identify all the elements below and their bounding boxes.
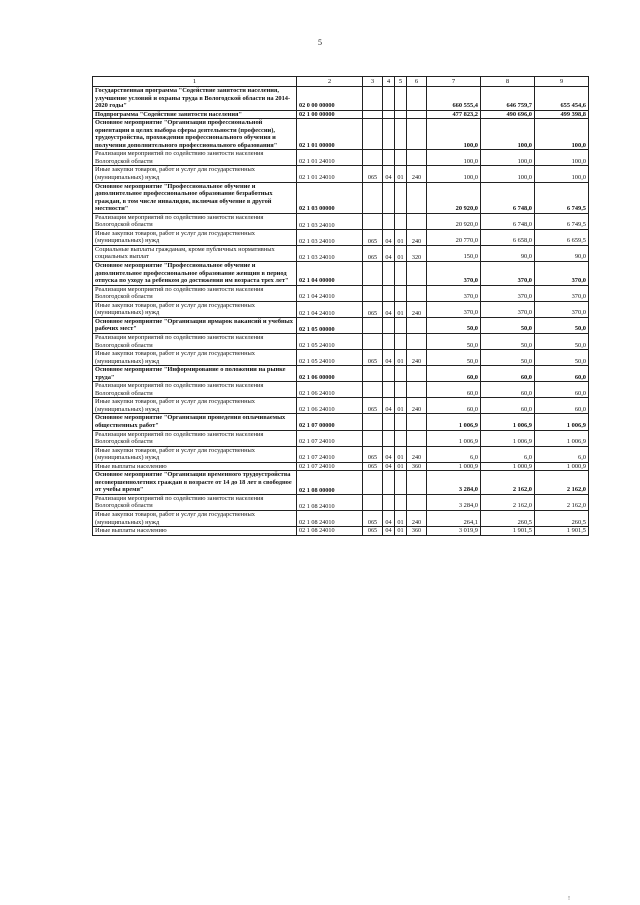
row-name-cell: Государственная программа "Содействие занятости населения, улучшение условий и охраны труда в Вологодской области на 2014-2020 годы" [93,87,297,111]
row-value-col9: 370,0 [535,285,589,301]
row-admin-cell: 065 [363,446,383,462]
header-cell: 1 [93,77,297,87]
row-admin-cell: 065 [363,245,383,261]
row-value-col9: 6 749,5 [535,213,589,229]
table-row [93,471,589,495]
row-value-col9: 100,0 [535,119,589,150]
row-admin-cell: 065 [363,301,383,317]
row-expense-type-cell [407,382,427,398]
row-subsection-cell [395,119,407,150]
row-value-col9: 90,0 [535,245,589,261]
row-value-col9: 50,0 [535,317,589,333]
row-expense-type-cell: 240 [407,301,427,317]
row-value-col8: 60,0 [481,398,535,414]
row-admin-cell [363,430,383,446]
row-value-col8: 1 006,9 [481,414,535,430]
row-name-cell: Иные закупки товаров, работ и услуг для государственных (муниципальных) нужд [93,229,297,245]
row-section-cell: 04 [383,527,395,536]
row-section-cell [383,494,395,510]
row-value-col7: 20 920,0 [427,182,481,213]
row-name-cell: Основное мероприятие "Профессиональное обучение и дополнительное профессиональное образование безработных граждан, в том числе инвалидов, включая обучение в другой местности" [93,182,297,213]
row-value-col9: 6 749,5 [535,182,589,213]
row-section-cell [383,333,395,349]
row-value-col8: 50,0 [481,317,535,333]
row-subsection-cell [395,333,407,349]
header-cell: 8 [481,77,535,87]
row-value-col9: 1 901,5 [535,527,589,536]
row-subsection-cell: 01 [395,462,407,471]
row-expense-type-cell [407,430,427,446]
row-section-cell: 04 [383,510,395,526]
table-row [93,110,589,119]
row-value-col8: 50,0 [481,333,535,349]
row-value-col8: 100,0 [481,119,535,150]
table-row [93,213,589,229]
row-expense-type-cell [407,87,427,111]
row-code-cell: 02 1 01 24010 [297,166,363,182]
row-subsection-cell [395,430,407,446]
row-name-cell: Иные закупки товаров, работ и услуг для государственных (муниципальных) нужд [93,301,297,317]
row-value-col8: 370,0 [481,301,535,317]
row-code-cell: 02 1 06 24010 [297,398,363,414]
row-subsection-cell: 01 [395,510,407,526]
row-name-cell: Реализация мероприятий по содействию занятости населения Вологодской области [93,382,297,398]
row-name-cell: Основное мероприятие "Организация ярмарок вакансий и учебных рабочих мест" [93,317,297,333]
row-name-cell: Основное мероприятие "Профессиональное обучение и дополнительное профессиональное образование женщин в период отпуска по уходу за ребенком до достижения им возраста трех лет" [93,262,297,286]
row-subsection-cell [395,382,407,398]
row-expense-type-cell [407,366,427,382]
row-section-cell: 04 [383,245,395,261]
row-code-cell: 02 1 01 24010 [297,150,363,166]
row-value-col9: 100,0 [535,150,589,166]
row-section-cell [383,285,395,301]
row-admin-cell [363,414,383,430]
row-value-col7: 370,0 [427,301,481,317]
row-value-col7: 370,0 [427,285,481,301]
row-value-col9: 370,0 [535,262,589,286]
row-expense-type-cell [407,494,427,510]
row-admin-cell [363,119,383,150]
row-name-cell: Основное мероприятие "Организация временного трудоустройства несовершеннолетних граждан в возрасте от 14 до 18 лет в свободное от учебы время" [93,471,297,495]
row-value-col7: 100,0 [427,166,481,182]
row-expense-type-cell [407,471,427,495]
row-admin-cell [363,110,383,119]
row-admin-cell: 065 [363,398,383,414]
row-admin-cell: 065 [363,527,383,536]
row-subsection-cell [395,87,407,111]
row-code-cell: 02 1 07 24010 [297,462,363,471]
row-value-col7: 660 555,4 [427,87,481,111]
header-row [93,77,589,87]
row-code-cell: 02 1 04 00000 [297,262,363,286]
header-cell: 4 [383,77,395,87]
header-cell: 3 [363,77,383,87]
row-value-col9: 655 454,6 [535,87,589,111]
row-value-col8: 646 759,7 [481,87,535,111]
row-admin-cell [363,213,383,229]
table-row [93,229,589,245]
row-section-cell [383,110,395,119]
row-code-cell: 02 1 08 24010 [297,527,363,536]
row-name-cell: Подпрограмма "Содействие занятости населения" [93,110,297,119]
row-admin-cell: 065 [363,229,383,245]
row-subsection-cell [395,414,407,430]
row-value-col9: 499 398,8 [535,110,589,119]
row-value-col7: 370,0 [427,262,481,286]
row-expense-type-cell [407,182,427,213]
header-cell: 9 [535,77,589,87]
row-subsection-cell [395,366,407,382]
row-value-col8: 2 162,0 [481,471,535,495]
row-code-cell: 02 1 06 00000 [297,366,363,382]
row-section-cell: 04 [383,446,395,462]
row-code-cell: 02 1 07 00000 [297,414,363,430]
row-value-col7: 100,0 [427,150,481,166]
row-expense-type-cell [407,414,427,430]
row-admin-cell [363,87,383,111]
row-subsection-cell: 01 [395,245,407,261]
row-code-cell: 02 1 05 24010 [297,333,363,349]
budget-table [92,76,589,536]
table-row [93,366,589,382]
row-subsection-cell: 01 [395,446,407,462]
row-section-cell [383,382,395,398]
row-code-cell: 02 1 05 00000 [297,317,363,333]
row-admin-cell [363,182,383,213]
row-expense-type-cell: 240 [407,398,427,414]
row-admin-cell [363,285,383,301]
row-value-col9: 100,0 [535,166,589,182]
row-subsection-cell: 01 [395,350,407,366]
table-row [93,414,589,430]
row-value-col8: 2 162,0 [481,494,535,510]
row-code-cell: 02 1 03 24010 [297,213,363,229]
row-name-cell: Иные закупки товаров, работ и услуг для государственных (муниципальных) нужд [93,166,297,182]
row-name-cell: Иные закупки товаров, работ и услуг для государственных (муниципальных) нужд [93,446,297,462]
table-row [93,382,589,398]
row-code-cell: 02 1 06 24010 [297,382,363,398]
row-code-cell: 02 1 01 00000 [297,119,363,150]
row-expense-type-cell [407,150,427,166]
table-row [93,262,589,286]
row-expense-type-cell: 240 [407,350,427,366]
table-row [93,317,589,333]
row-value-col8: 6,0 [481,446,535,462]
row-value-col9: 60,0 [535,382,589,398]
corner-mark: ! [568,896,570,902]
row-subsection-cell: 01 [395,301,407,317]
row-section-cell: 04 [383,350,395,366]
row-subsection-cell [395,213,407,229]
row-value-col7: 3 019,9 [427,527,481,536]
row-code-cell: 02 1 03 00000 [297,182,363,213]
header-cell: 2 [297,77,363,87]
row-name-cell: Реализация мероприятий по содействию занятости населения Вологодской области [93,285,297,301]
row-value-col7: 50,0 [427,317,481,333]
row-value-col7: 1 006,9 [427,414,481,430]
header-cell: 5 [395,77,407,87]
row-subsection-cell: 01 [395,166,407,182]
row-admin-cell [363,150,383,166]
row-code-cell: 02 1 08 24010 [297,510,363,526]
row-code-cell: 02 1 07 24010 [297,430,363,446]
row-value-col9: 2 162,0 [535,471,589,495]
table-row [93,285,589,301]
row-code-cell: 02 1 04 24010 [297,301,363,317]
row-name-cell: Основное мероприятие "Организация профессиональной ориентации в целях выбора сферы деятельности (профессии), трудоустройства, прохождения профессионального обучения и получения дополнительного профессионального образования" [93,119,297,150]
row-value-col7: 3 284,0 [427,494,481,510]
row-value-col8: 490 696,0 [481,110,535,119]
row-expense-type-cell: 240 [407,446,427,462]
row-section-cell [383,119,395,150]
row-value-col9: 260,5 [535,510,589,526]
row-subsection-cell [395,262,407,286]
row-subsection-cell [395,285,407,301]
row-value-col7: 50,0 [427,350,481,366]
row-code-cell: 02 1 03 24010 [297,245,363,261]
row-value-col9: 2 162,0 [535,494,589,510]
row-value-col9: 1 006,9 [535,414,589,430]
row-value-col8: 60,0 [481,382,535,398]
row-section-cell [383,150,395,166]
table-row [93,398,589,414]
row-name-cell: Реализация мероприятий по содействию занятости населения Вологодской области [93,494,297,510]
row-expense-type-cell [407,213,427,229]
row-admin-cell [363,382,383,398]
row-name-cell: Иные выплаты населению [93,527,297,536]
row-value-col8: 100,0 [481,150,535,166]
row-section-cell: 04 [383,301,395,317]
row-name-cell: Реализация мероприятий по содействию занятости населения Вологодской области [93,430,297,446]
row-value-col7: 3 284,0 [427,471,481,495]
table-row [93,494,589,510]
row-value-col8: 370,0 [481,285,535,301]
row-code-cell: 02 1 05 24010 [297,350,363,366]
row-subsection-cell [395,182,407,213]
row-admin-cell: 065 [363,166,383,182]
table-row [93,245,589,261]
row-value-col8: 100,0 [481,166,535,182]
row-value-col8: 50,0 [481,350,535,366]
row-admin-cell [363,366,383,382]
row-expense-type-cell: 240 [407,510,427,526]
table-row [93,182,589,213]
row-section-cell: 04 [383,462,395,471]
row-value-col8: 6 658,0 [481,229,535,245]
row-value-col7: 1 006,9 [427,430,481,446]
row-value-col8: 1 000,9 [481,462,535,471]
row-expense-type-cell: 360 [407,527,427,536]
table-row [93,510,589,526]
row-expense-type-cell [407,110,427,119]
row-code-cell: 02 0 00 00000 [297,87,363,111]
row-value-col9: 60,0 [535,398,589,414]
row-subsection-cell: 01 [395,527,407,536]
row-value-col7: 264,1 [427,510,481,526]
row-section-cell: 04 [383,398,395,414]
row-name-cell: Социальные выплаты гражданам, кроме публичных нормативных социальных выплат [93,245,297,261]
row-admin-cell [363,471,383,495]
table-row [93,527,589,536]
row-subsection-cell [395,150,407,166]
row-name-cell: Основное мероприятие "Информирование о положении на рынке труда" [93,366,297,382]
header-cell: 6 [407,77,427,87]
table-row [93,119,589,150]
row-expense-type-cell [407,333,427,349]
table-row [93,166,589,182]
row-expense-type-cell [407,317,427,333]
row-section-cell [383,414,395,430]
row-section-cell [383,430,395,446]
table-row [93,430,589,446]
row-name-cell: Реализация мероприятий по содействию занятости населения Вологодской области [93,213,297,229]
table-row [93,333,589,349]
row-value-col8: 60,0 [481,366,535,382]
header-cell: 7 [427,77,481,87]
row-section-cell [383,182,395,213]
row-section-cell: 04 [383,229,395,245]
row-subsection-cell [395,110,407,119]
table-row [93,150,589,166]
row-value-col7: 60,0 [427,398,481,414]
row-admin-cell [363,333,383,349]
row-subsection-cell: 01 [395,398,407,414]
row-expense-type-cell [407,119,427,150]
row-subsection-cell: 01 [395,229,407,245]
row-value-col9: 370,0 [535,301,589,317]
row-value-col9: 1 006,9 [535,430,589,446]
row-subsection-cell [395,471,407,495]
page-number: 5 [318,38,322,47]
row-expense-type-cell [407,262,427,286]
row-value-col7: 100,0 [427,119,481,150]
row-value-col7: 20 920,0 [427,213,481,229]
row-section-cell [383,213,395,229]
row-value-col7: 6,0 [427,446,481,462]
row-admin-cell [363,317,383,333]
row-value-col7: 20 770,0 [427,229,481,245]
row-value-col8: 6 748,0 [481,182,535,213]
row-subsection-cell [395,494,407,510]
row-value-col9: 60,0 [535,366,589,382]
row-name-cell: Иные закупки товаров, работ и услуг для государственных (муниципальных) нужд [93,398,297,414]
row-value-col9: 50,0 [535,350,589,366]
row-section-cell [383,366,395,382]
row-value-col8: 370,0 [481,262,535,286]
row-code-cell: 02 1 08 00000 [297,471,363,495]
row-section-cell [383,471,395,495]
table-row [93,350,589,366]
row-name-cell: Основное мероприятие "Организация проведения оплачиваемых общественных работ" [93,414,297,430]
row-admin-cell [363,262,383,286]
row-value-col8: 1 901,5 [481,527,535,536]
row-code-cell: 02 1 03 24010 [297,229,363,245]
row-expense-type-cell [407,285,427,301]
row-expense-type-cell: 240 [407,229,427,245]
row-admin-cell [363,494,383,510]
row-admin-cell: 065 [363,350,383,366]
row-section-cell: 04 [383,166,395,182]
row-value-col7: 150,0 [427,245,481,261]
row-value-col7: 477 823,2 [427,110,481,119]
row-admin-cell: 065 [363,510,383,526]
row-admin-cell: 065 [363,462,383,471]
row-name-cell: Реализация мероприятий по содействию занятости населения Вологодской области [93,150,297,166]
row-value-col7: 50,0 [427,333,481,349]
table-row [93,87,589,111]
row-name-cell: Иные закупки товаров, работ и услуг для государственных (муниципальных) нужд [93,350,297,366]
row-value-col8: 90,0 [481,245,535,261]
row-name-cell: Реализация мероприятий по содействию занятости населения Вологодской области [93,333,297,349]
row-value-col9: 1 000,9 [535,462,589,471]
table-body [93,77,589,536]
row-section-cell [383,317,395,333]
row-value-col7: 60,0 [427,382,481,398]
row-value-col8: 6 748,0 [481,213,535,229]
row-code-cell: 02 1 04 24010 [297,285,363,301]
row-value-col7: 1 000,9 [427,462,481,471]
row-code-cell: 02 1 08 24010 [297,494,363,510]
row-subsection-cell [395,317,407,333]
row-value-col8: 260,5 [481,510,535,526]
table-row [93,462,589,471]
row-value-col9: 6 659,5 [535,229,589,245]
row-expense-type-cell: 240 [407,166,427,182]
row-name-cell: Иные закупки товаров, работ и услуг для государственных (муниципальных) нужд [93,510,297,526]
row-value-col8: 1 006,9 [481,430,535,446]
row-value-col9: 50,0 [535,333,589,349]
row-value-col9: 6,0 [535,446,589,462]
row-code-cell: 02 1 00 00000 [297,110,363,119]
row-section-cell [383,262,395,286]
row-value-col7: 60,0 [427,366,481,382]
row-code-cell: 02 1 07 24010 [297,446,363,462]
row-expense-type-cell: 320 [407,245,427,261]
table-row [93,301,589,317]
row-name-cell: Иные выплаты населению [93,462,297,471]
row-expense-type-cell: 360 [407,462,427,471]
row-section-cell [383,87,395,111]
table-row [93,446,589,462]
